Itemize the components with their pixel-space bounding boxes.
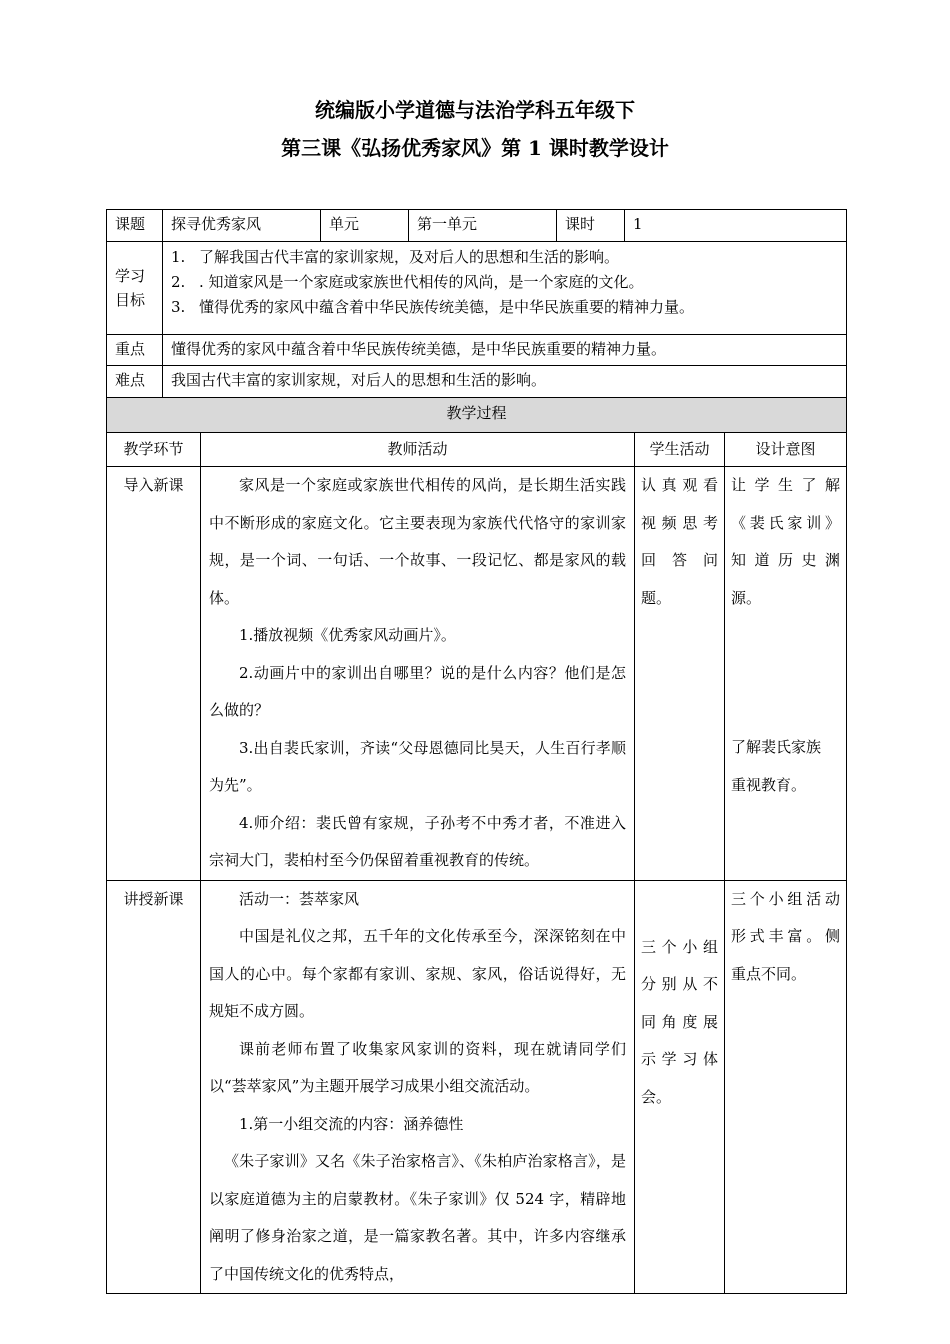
text-line: 示学习体 [641, 1050, 718, 1068]
goal-item [171, 245, 838, 270]
intro-paragraph: 1.播放视频《优秀家风动画片》。 [239, 626, 456, 644]
new-lesson-teacher-activity [201, 880, 635, 1294]
col-teacher: 教师活动 [201, 433, 635, 467]
text-line: 题。 [641, 588, 672, 607]
difficulty-value: 我国古代丰富的家训家规，对后人的思想和生活的影响。 [163, 366, 847, 398]
key-point-row [107, 335, 847, 366]
new-lesson-design-intent [725, 880, 847, 1294]
goal-number: 2. [171, 273, 186, 291]
text-line: 会。 [641, 1087, 672, 1106]
col-student: 学生活动 [635, 433, 725, 467]
goal-item [171, 270, 838, 295]
process-heading: 教学过程 [107, 398, 847, 433]
intro-stage: 导入新课 [107, 467, 201, 881]
lesson-info-table [106, 209, 847, 398]
teaching-process-table [106, 397, 847, 1294]
period-label: 课时 [557, 210, 625, 242]
goals-label-line1: 学习 [115, 267, 146, 285]
period-value: 1 [625, 210, 847, 242]
goals-row [107, 242, 847, 335]
key-point-label: 重点 [107, 335, 163, 366]
goal-text: 懂得优秀的家风中蕴含着中华民族传统美德，是中华民族重要的精神力量。 [199, 298, 695, 316]
goal-number: 1. [171, 248, 186, 266]
new-lesson-student-activity [635, 880, 725, 1294]
lesson-value: 探寻优秀家风 [163, 210, 321, 242]
text-line: 重点不同。 [731, 964, 807, 983]
text-line: 重视教育。 [731, 775, 807, 794]
goals-list [163, 242, 847, 335]
unit-label: 单元 [321, 210, 409, 242]
intro-student-activity [635, 467, 725, 881]
text-line: 了解裴氏家族 [731, 738, 822, 756]
key-point-value: 懂得优秀的家风中蕴含着中华民族传统美德，是中华民族重要的精神力量。 [163, 335, 847, 366]
new-lesson-row [107, 880, 847, 1294]
goal-item [171, 295, 838, 320]
lesson-row [107, 210, 847, 242]
document-title-line1: 统编版小学道德与法治学科五年级下 [315, 98, 635, 122]
goals-label [107, 242, 163, 335]
text-line: 《裴氏家训》 [731, 513, 841, 532]
col-stage: 教学环节 [107, 433, 201, 467]
new-lesson-paragraph: 《朱子家训》又名《朱子治家格言》、《朱柏庐治家格言》，是以家庭道德为主的启蒙教材。《朱子家训》仅 524 字，精辟地阐明了修身治家之道，是一篇家教名著。其中，许多内容继承了中国传统文化的优秀特点， [209, 1152, 626, 1283]
text-line: 同角度展 [641, 1012, 718, 1031]
difficulty-row [107, 366, 847, 398]
new-lesson-paragraph: 课前老师布置了收集家风家训的资料，现在就请同学们以“荟萃家风”为主题开展学习成果小组交流活动。 [209, 1039, 626, 1095]
new-lesson-paragraph: 1.第一小组交流的内容：涵养德性 [239, 1114, 464, 1133]
goal-text: . 知道家风是一个家庭或家族世代相传的风尚，是一个家庭的文化。 [199, 273, 644, 291]
col-intent: 设计意图 [725, 433, 847, 467]
goal-number: 3. [171, 298, 186, 316]
new-lesson-paragraph: 活动一：荟萃家风 [239, 889, 360, 908]
intro-row [107, 467, 847, 881]
text-line: 分别从不 [641, 975, 718, 993]
intro-paragraph: 2.动画片中的家训出自哪里？说的是什么内容？他们是怎么做的？ [209, 663, 626, 719]
difficulty-label: 难点 [107, 366, 163, 398]
new-lesson-stage: 讲授新课 [107, 880, 201, 1294]
text-line: 三个小组 [641, 937, 718, 956]
intro-paragraph: 家风是一个家庭或家族世代相传的风尚，是长期生活实践中不断形成的家庭文化。它主要表现为家族代代恪守的家训家规，是一个词、一句话、一个故事、一段记忆、都是家风的载体。 [209, 476, 626, 607]
goals-label-line2: 目标 [115, 291, 146, 309]
text-line: 知道历史渊 [731, 551, 841, 569]
column-header-row [107, 433, 847, 467]
text-line: 认真观看 [641, 476, 718, 494]
text-line: 视频思考 [641, 513, 718, 532]
lesson-label: 课题 [107, 210, 163, 242]
intro-paragraph: 3.出自裴氏家训，齐读“父母恩德同比昊天，人生百行孝顺为先”。 [209, 738, 626, 794]
goal-text: 了解我国古代丰富的家训家规，及对后人的思想和生活的影响。 [199, 248, 620, 266]
unit-value: 第一单元 [409, 210, 557, 242]
text-line: 让学生了解 [731, 476, 841, 494]
intro-design-intent [725, 467, 847, 881]
intro-paragraph: 4.师介绍：裴氏曾有家规，子孙考不中秀才者，不准进入宗祠大门，裴柏村至今仍保留着重视教育的传统。 [209, 813, 626, 869]
new-lesson-paragraph: 中国是礼仪之邦，五千年的文化传承至今，深深铭刻在中国人的心中。每个家都有家训、家规、家风，俗话说得好，无规矩不成方圆。 [209, 927, 626, 1020]
text-line: 三个小组活动 [731, 889, 841, 908]
process-heading-row [107, 398, 847, 433]
text-line: 形式丰富。侧 [731, 927, 841, 945]
text-line: 源。 [731, 588, 762, 607]
document-title-line2: 第三课《弘扬优秀家风》第 1 课时教学设计 [281, 136, 669, 160]
intro-teacher-activity [201, 467, 635, 881]
text-line: 回答问 [641, 551, 718, 569]
